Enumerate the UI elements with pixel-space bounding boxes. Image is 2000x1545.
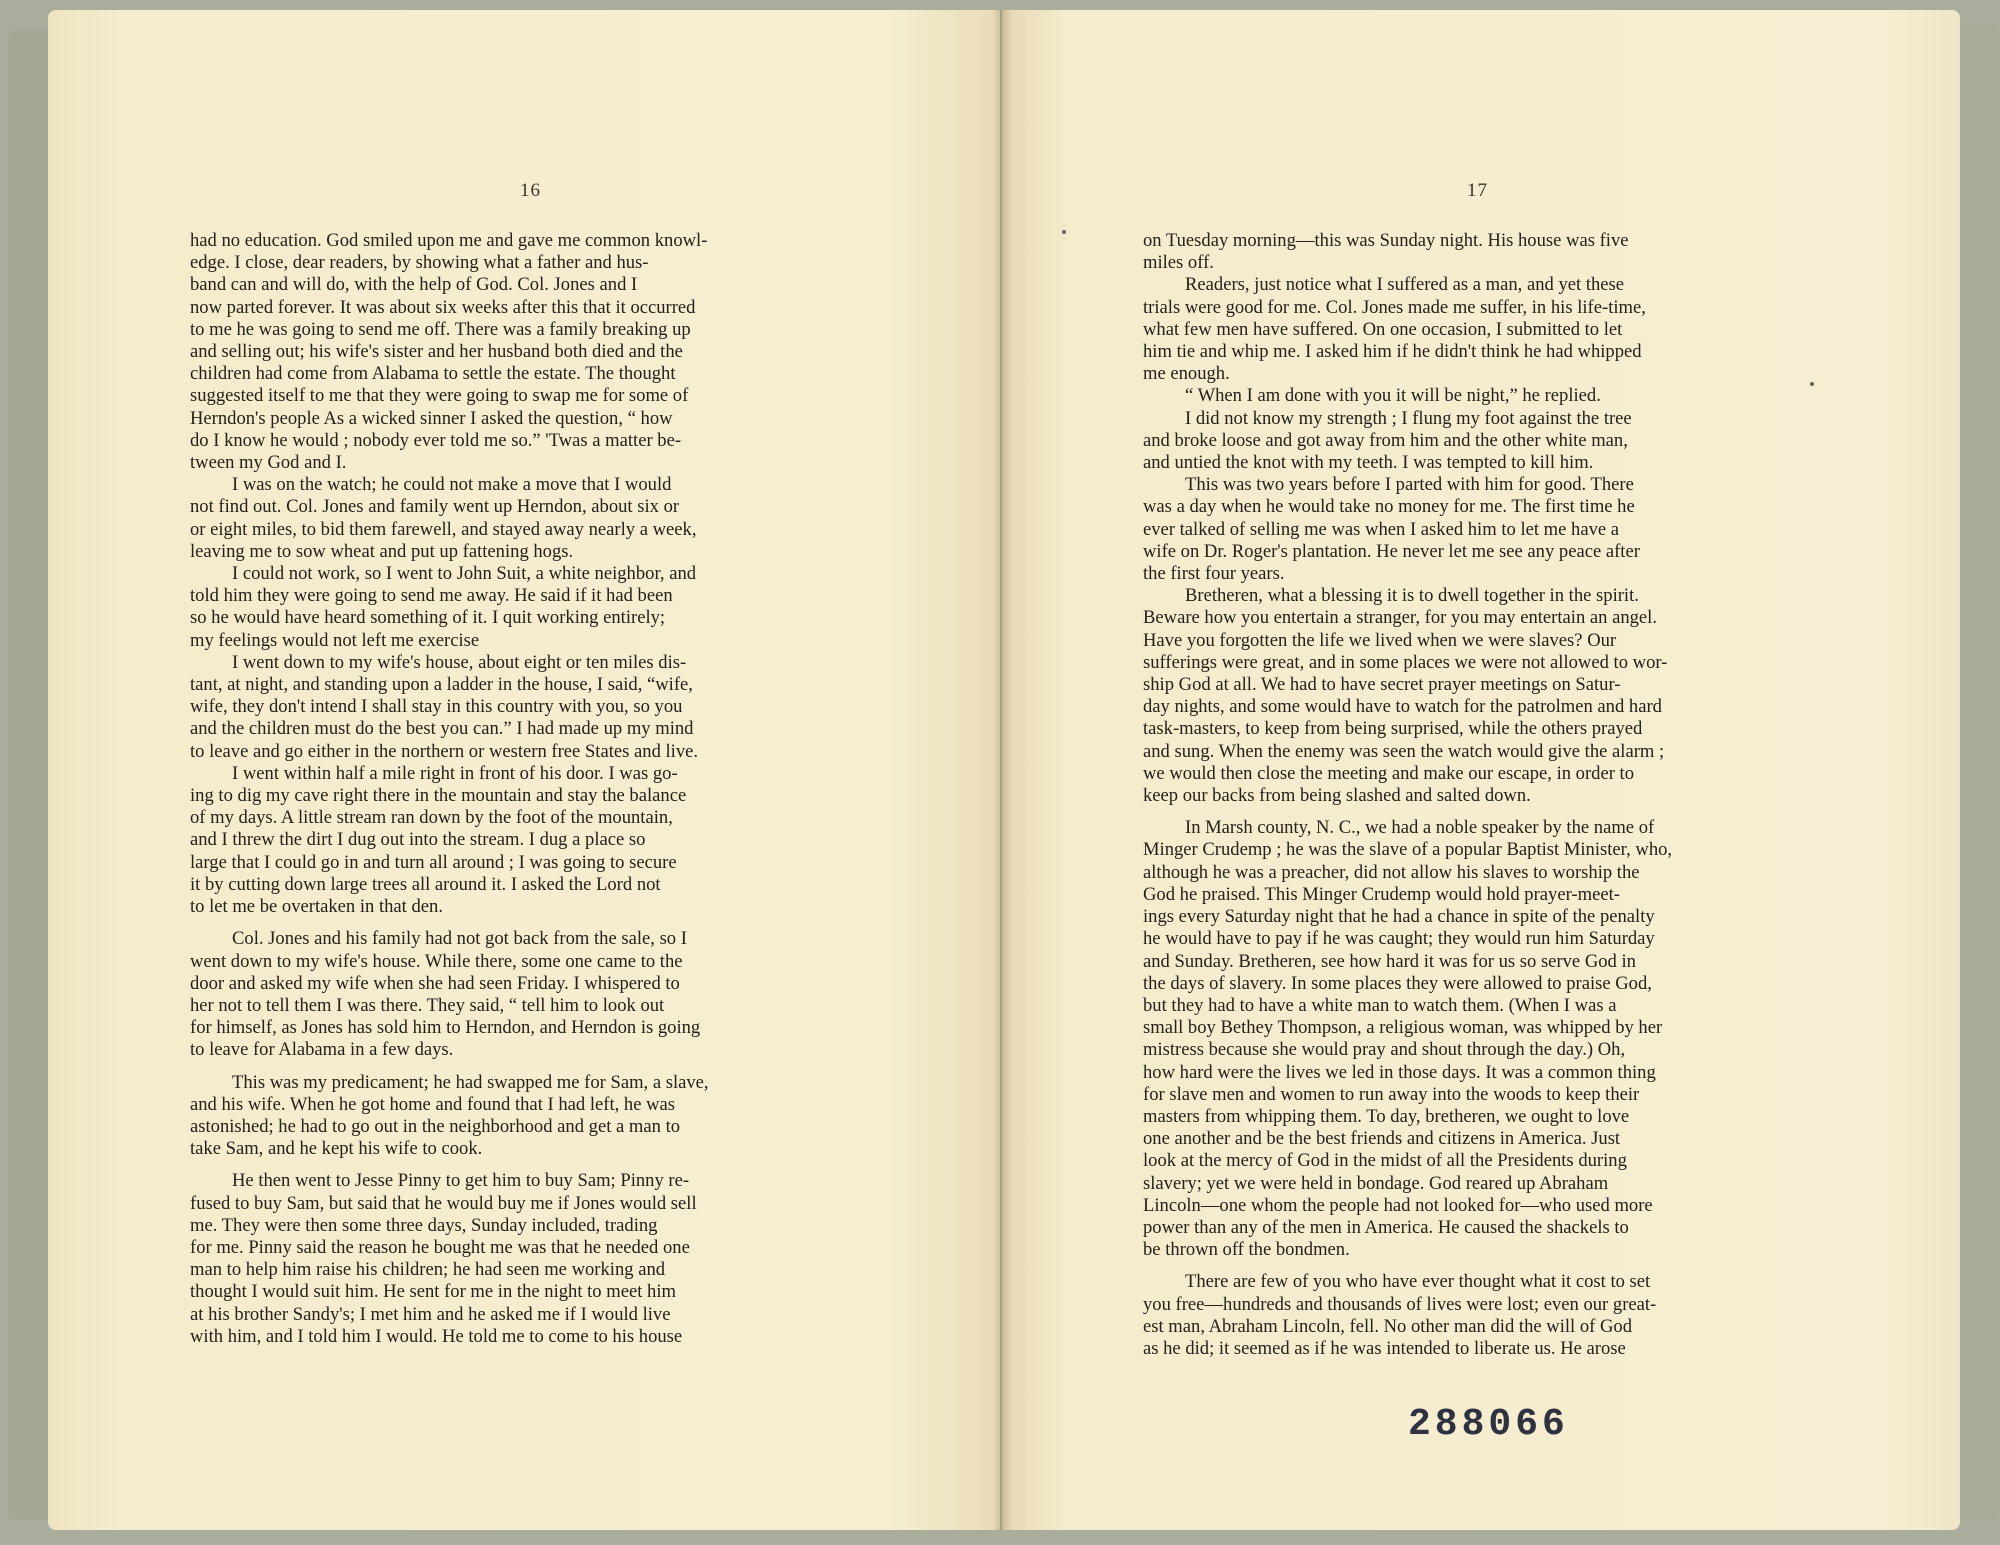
text-line: we would then close the meeting and make our escape, in order to <box>1143 762 1635 784</box>
text-line: for slave men and women to run away into the woods to keep their <box>1143 1083 1640 1105</box>
right-page-text <box>1143 230 1809 1360</box>
text-line: thought I would suit him. He sent for me in the night to meet him <box>190 1281 676 1303</box>
text-line: at his brother Sandy's; I met him and he asked me if I would live <box>190 1303 671 1325</box>
text-line: ship God at all. We had to have secret prayer meetings on Satur- <box>1143 674 1621 696</box>
text-line: look at the mercy of God in the midst of all the Presidents during <box>1143 1150 1627 1172</box>
right-page-number: 17 <box>1467 180 1488 201</box>
text-line: In Marsh county, N. C., we had a noble speaker by the name of <box>1185 817 1655 839</box>
text-line: be thrown off the bondmen. <box>1143 1239 1350 1261</box>
text-line: went down to my wife's house. While there, some one came to the <box>190 950 683 972</box>
text-line: fused to buy Sam, but said that he would buy me if Jones would sell <box>190 1192 697 1214</box>
text-line: so he would have heard something of it. I quit working entirely; <box>190 607 666 629</box>
text-line: for himself, as Jones has sold him to Herndon, and Herndon is going <box>190 1017 701 1039</box>
text-line: ing to dig my cave right there in the mountain and stay the balance <box>190 785 687 807</box>
text-line: task-masters, to keep from being surprised, while the others prayed <box>1143 718 1643 740</box>
text-line: I could not work, so I went to John Suit, a white neighbor, and <box>232 563 697 585</box>
left-page-number: 16 <box>520 180 541 201</box>
text-line: to let me be overtaken in that den. <box>190 896 443 918</box>
book-gutter <box>992 10 1012 1530</box>
text-line: take Sam, and he kept his wife to cook. <box>190 1138 483 1160</box>
text-line: This was my predicament; he had swapped me for Sam, a slave, <box>232 1071 709 1093</box>
text-line: the first four years. <box>1143 563 1285 585</box>
text-line: wife on Dr. Roger's plantation. He never let me see any peace after <box>1143 540 1640 562</box>
text-line: for me. Pinny said the reason he bought me was that he needed one <box>190 1236 690 1258</box>
text-line: me. They were then some three days, Sunday included, trading <box>190 1214 658 1236</box>
text-line: what few men have suffered. On one occasion, I submitted to let <box>1143 318 1623 340</box>
text-line: Lincoln—one whom the people had not looked for—who used more <box>1143 1194 1653 1216</box>
text-line: now parted forever. It was about six weeks after this that it occurred <box>190 296 696 318</box>
text-line: although he was a preacher, did not allow his slaves to worship the <box>1143 861 1640 883</box>
text-line: miles off. <box>1143 252 1214 274</box>
text-line: him tie and whip me. I asked him if he didn't think he had whipped <box>1143 341 1642 363</box>
text-line: God he praised. This Minger Crudemp would hold prayer-meet- <box>1143 883 1620 905</box>
text-line: Herndon's people As a wicked sinner I asked the question, “ how <box>190 407 673 429</box>
text-line: it by cutting down large trees all around it. I asked the Lord not <box>190 873 661 895</box>
text-line: was a day when he would take no money for me. The first time he <box>1143 496 1635 518</box>
text-line: keep our backs from being slashed and salted down. <box>1143 785 1531 807</box>
text-line: my feelings would not left me exercise <box>190 629 480 651</box>
text-line: I went down to my wife's house, about eight or ten miles dis- <box>232 651 687 673</box>
text-line: masters from whipping them. To day, bretheren, we ought to love <box>1143 1105 1630 1127</box>
text-line: Have you forgotten the life we lived when we were slaves? Our <box>1143 629 1617 651</box>
paper-speck <box>1062 230 1066 234</box>
text-line: He then went to Jesse Pinny to get him to buy Sam; Pinny re- <box>232 1170 690 1192</box>
text-line: but they had to have a white man to watch them. (When I was a <box>1143 994 1617 1016</box>
text-line: small boy Bethey Thompson, a religious woman, was whipped by her <box>1143 1017 1663 1039</box>
text-line: and untied the knot with my teeth. I was tempted to kill him. <box>1143 452 1594 474</box>
text-line: one another and be the best friends and citizens in America. Just <box>1143 1128 1621 1150</box>
text-line: he would have to pay if he was caught; they would run him Saturday <box>1143 928 1655 950</box>
paper-speck <box>1810 382 1814 386</box>
text-line: Minger Crudemp ; he was the slave of a popular Baptist Minister, who, <box>1143 839 1673 861</box>
text-line: There are few of you who have ever thought what it cost to set <box>1185 1271 1651 1293</box>
text-line: do I know he would ; nobody ever told me so.” 'Twas a matter be- <box>190 429 682 451</box>
text-line: man to help him raise his children; he had seen me working and <box>190 1259 666 1281</box>
text-line: to leave and go either in the northern or western free States and live. <box>190 740 699 762</box>
text-line: me enough. <box>1143 363 1230 385</box>
text-line: told him they were going to send me away. He said if it had been <box>190 585 673 607</box>
text-line: large that I could go in and turn all around ; I was going to secure <box>190 851 677 873</box>
text-line: Col. Jones and his family had not got back from the sale, so I <box>232 928 687 950</box>
text-line: and selling out; his wife's sister and her husband both died and the <box>190 341 683 363</box>
text-line: and Sunday. Bretheren, see how hard it was for us so serve God in <box>1143 950 1636 972</box>
text-line: to leave for Alabama in a few days. <box>190 1039 454 1061</box>
text-line: Readers, just notice what I suffered as a man, and yet these <box>1185 274 1625 296</box>
text-line: leaving me to sow wheat and put up fattening hogs. <box>190 540 574 562</box>
text-line: ings every Saturday night that he had a chance in spite of the penalty <box>1143 906 1655 928</box>
text-line: as he did; it seemed as if he was intended to liberate us. He arose <box>1143 1337 1626 1359</box>
left-page-text <box>190 230 858 1348</box>
text-line: with him, and I told him I would. He told me to come to his house <box>190 1325 683 1347</box>
text-line: of my days. A little stream ran down by the foot of the mountain, <box>190 807 673 829</box>
text-line: on Tuesday morning—this was Sunday night. His house was five <box>1143 230 1629 251</box>
text-line: tant, at night, and standing upon a ladder in the house, I said, “wife, <box>190 674 693 696</box>
text-line: power than any of the men in America. He caused the shackels to <box>1143 1216 1629 1238</box>
text-line: wife, they don't intend I shall stay in this country with you, so you <box>190 696 683 718</box>
text-line: not find out. Col. Jones and family went up Herndon, about six or <box>190 496 680 518</box>
text-line: how hard were the lives we led in those days. It was a common thing <box>1143 1061 1656 1083</box>
text-line: I was on the watch; he could not make a move that I would <box>232 474 672 496</box>
text-line: mistress because she would pray and shout through the day.) Oh, <box>1143 1039 1626 1061</box>
text-line: and I threw the dirt I dug out into the stream. I dug a place so <box>190 829 646 851</box>
text-line: I went within half a mile right in front of his door. I was go- <box>232 762 678 784</box>
text-line: astonished; he had to go out in the neighborhood and get a man to <box>190 1115 681 1137</box>
text-line: or eight miles, to bid them farewell, and stayed away nearly a week, <box>190 518 697 540</box>
text-line: her not to tell them I was there. They said, “ tell him to look out <box>190 994 665 1016</box>
text-line: edge. I close, dear readers, by showing what a father and hus- <box>190 252 649 274</box>
text-line: band can and will do, with the help of God. Col. Jones and I <box>190 274 638 296</box>
text-line: sufferings were great, and in some places we were not allowed to wor- <box>1143 651 1668 673</box>
text-line: est man, Abraham Lincoln, fell. No other man did the will of God <box>1143 1315 1633 1337</box>
text-line: and the children must do the best you can.” I had made up my mind <box>190 718 694 740</box>
text-line: door and asked my wife when she had seen Friday. I whispered to <box>190 972 680 994</box>
text-line: children had come from Alabama to settle the estate. The thought <box>190 363 676 385</box>
serial-number: 288066 <box>1408 1403 1569 1446</box>
text-line: “ When I am done with you it will be night,” he replied. <box>1185 385 1601 407</box>
text-line: day nights, and some would have to watch for the patrolmen and hard <box>1143 696 1662 718</box>
text-line: had no education. God smiled upon me and gave me common knowl- <box>190 230 708 251</box>
text-line: This was two years before I parted with him for good. There <box>1185 474 1634 496</box>
text-line: and sung. When the enemy was seen the watch would give the alarm ; <box>1143 740 1665 762</box>
text-line: Bretheren, what a blessing it is to dwell together in the spirit. <box>1185 585 1639 607</box>
text-line: I did not know my strength ; I flung my foot against the tree <box>1185 407 1632 429</box>
text-line: and broke loose and got away from him and the other white man, <box>1143 429 1628 451</box>
text-line: ever talked of selling me was when I asked him to let me have a <box>1143 518 1620 540</box>
text-line: you free—hundreds and thousands of lives were lost; even our great- <box>1143 1293 1657 1315</box>
text-line: the days of slavery. In some places they were allowed to praise God, <box>1143 972 1652 994</box>
text-line: trials were good for me. Col. Jones made me suffer, in his life-time, <box>1143 296 1646 318</box>
text-line: to me he was going to send me off. There was a family breaking up <box>190 318 691 340</box>
text-line: tween my God and I. <box>190 452 347 474</box>
text-line: Beware how you entertain a stranger, for you may entertain an angel. <box>1143 607 1657 629</box>
text-line: suggested itself to me that they were going to swap me for some of <box>190 385 689 407</box>
text-line: slavery; yet we were held in bondage. God reared up Abraham <box>1143 1172 1609 1194</box>
text-line: and his wife. When he got home and found that I had left, he was <box>190 1093 676 1115</box>
